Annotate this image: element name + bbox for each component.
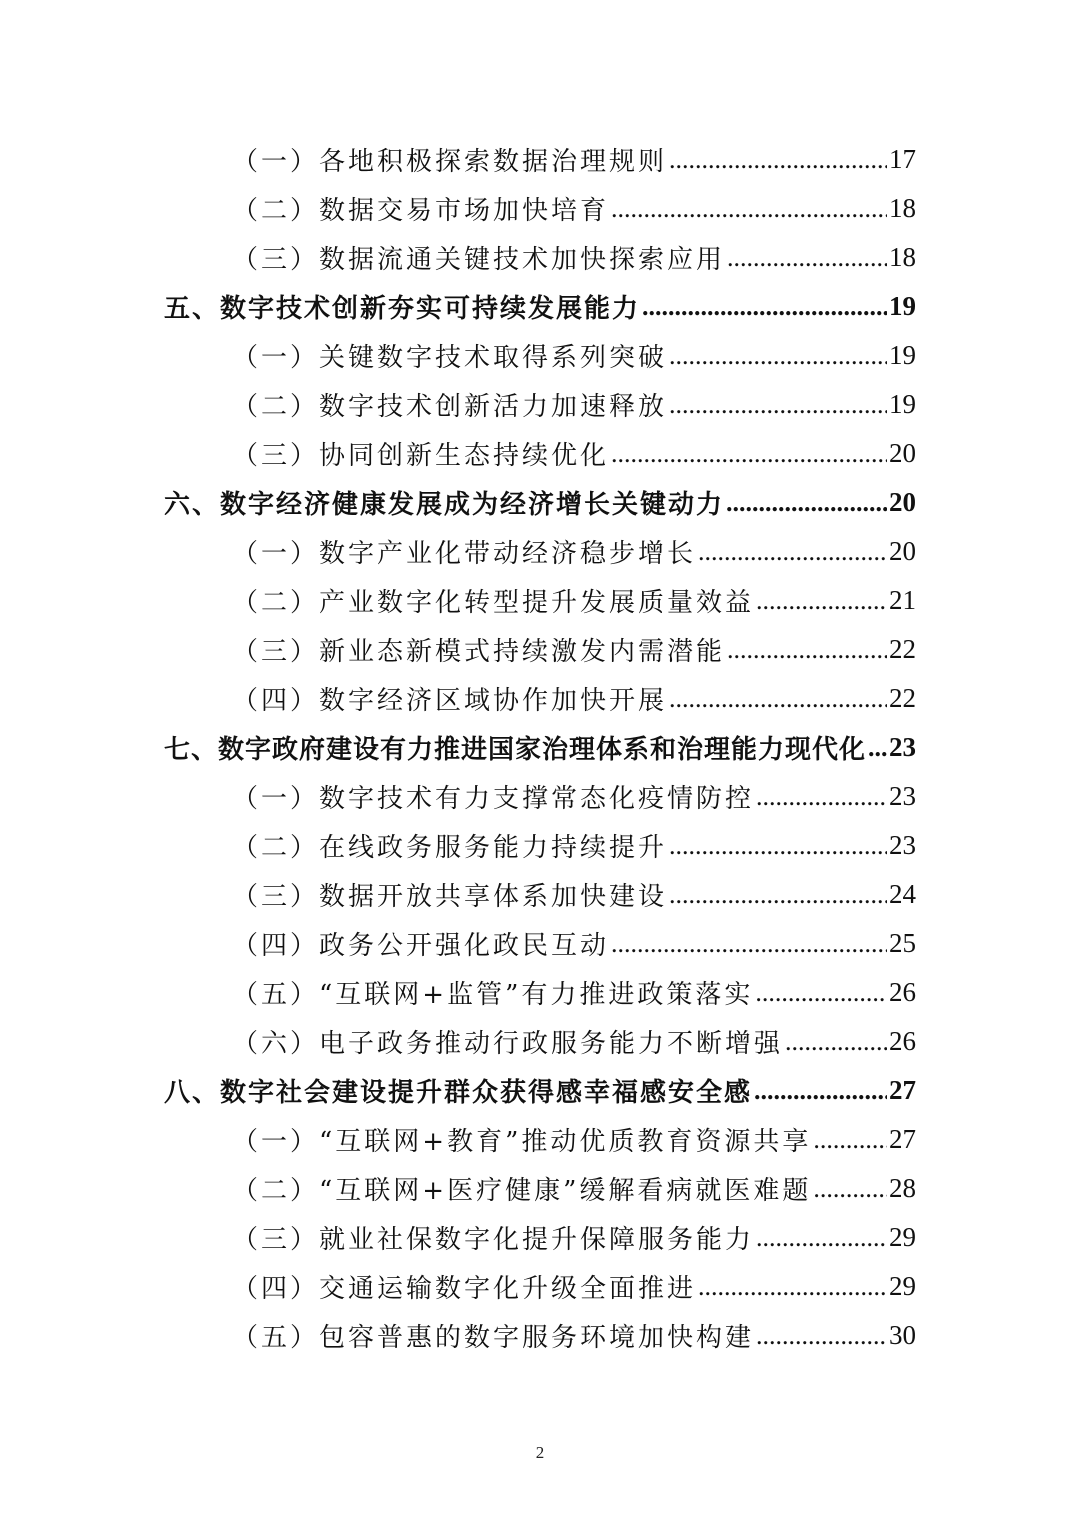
toc-dot-leader (611, 929, 887, 959)
toc-entry-page: 23 (889, 830, 916, 860)
toc-section-entry (0, 821, 1080, 870)
toc-entry-page: 19 (889, 389, 916, 419)
toc-section-entry (0, 968, 1080, 1017)
toc-entry-title: （二）“互联网+医疗健康”缓解看病就医难题 (232, 1176, 812, 1206)
toc-section-entry (0, 576, 1080, 625)
toc-section-entry (0, 527, 1080, 576)
toc-entry-page: 21 (889, 585, 916, 615)
toc-entry-page: 29 (889, 1222, 916, 1252)
toc-chapter-entry (0, 478, 1080, 527)
toc-chapter-entry (0, 282, 1080, 331)
toc-entry-title: （三）数据开放共享体系加快建设 (232, 882, 668, 912)
toc-dot-leader (642, 292, 887, 322)
toc-entry-title: （四）交通运输数字化升级全面推进 (232, 1274, 697, 1304)
toc-entry-page: 19 (889, 291, 916, 321)
table-of-contents (0, 135, 1080, 1360)
toc-entry-page: 22 (889, 634, 916, 664)
toc-chapter-entry (0, 1066, 1080, 1115)
toc-section-entry (0, 135, 1080, 184)
toc-dot-leader (611, 439, 887, 469)
toc-section-entry (0, 674, 1080, 723)
toc-entry-title: （三）新业态新模式持续激发内需潜能 (232, 637, 726, 667)
toc-entry-page: 30 (889, 1320, 916, 1350)
toc-dot-leader (669, 880, 887, 910)
toc-section-entry (0, 1262, 1080, 1311)
toc-dot-leader (669, 390, 887, 420)
toc-entry-title: 六、数字经济健康发展成为经济增长关键动力 (164, 490, 725, 520)
toc-section-entry (0, 429, 1080, 478)
toc-section-entry (0, 1115, 1080, 1164)
toc-entry-title: （二）产业数字化转型提升发展质量效益 (232, 588, 755, 618)
toc-section-entry (0, 331, 1080, 380)
toc-section-entry (0, 1164, 1080, 1213)
toc-dot-leader (669, 684, 887, 714)
toc-entry-page: 23 (889, 781, 916, 811)
toc-entry-page: 19 (889, 340, 916, 370)
toc-entry-title: （五）“互联网+监管”有力推进政策落实 (232, 980, 754, 1010)
toc-section-entry (0, 1311, 1080, 1360)
toc-entry-title: （五）包容普惠的数字服务环境加快构建 (232, 1323, 755, 1353)
toc-dot-leader (756, 586, 887, 616)
toc-dot-leader (756, 1223, 887, 1253)
toc-entry-title: （二）数据交易市场加快培育 (232, 196, 610, 226)
toc-dot-leader (813, 1174, 887, 1204)
toc-dot-leader (669, 341, 887, 371)
toc-entry-title: （一）“互联网+教育”推动优质教育资源共享 (232, 1127, 812, 1157)
toc-section-entry (0, 772, 1080, 821)
toc-entry-page: 20 (889, 487, 916, 517)
toc-dot-leader (727, 635, 887, 665)
toc-section-entry (0, 870, 1080, 919)
toc-section-entry (0, 1017, 1080, 1066)
toc-dot-leader (756, 782, 887, 812)
toc-dot-leader (868, 733, 887, 763)
toc-entry-page: 20 (889, 536, 916, 566)
toc-entry-page: 25 (889, 928, 916, 958)
toc-entry-title: （一）各地积极探索数据治理规则 (232, 147, 668, 177)
toc-entry-page: 26 (889, 1026, 916, 1056)
toc-entry-title: （一）数字产业化带动经济稳步增长 (232, 539, 697, 569)
toc-dot-leader (754, 1076, 887, 1106)
toc-entry-title: （一）关键数字技术取得系列突破 (232, 343, 668, 373)
toc-entry-title: 七、数字政府建设有力推进国家治理体系和治理能力现代化 (164, 735, 867, 765)
toc-entry-page: 22 (889, 683, 916, 713)
toc-dot-leader (611, 194, 887, 224)
toc-dot-leader (755, 978, 887, 1008)
toc-entry-title: （四）政务公开强化政民互动 (232, 931, 610, 961)
toc-entry-page: 18 (889, 193, 916, 223)
toc-section-entry (0, 233, 1080, 282)
toc-dot-leader (726, 488, 887, 518)
toc-dot-leader (756, 1321, 887, 1351)
toc-section-entry (0, 184, 1080, 233)
toc-entry-title: （三）就业社保数字化提升保障服务能力 (232, 1225, 755, 1255)
toc-entry-page: 28 (889, 1173, 916, 1203)
toc-entry-title: （三）数据流通关键技术加快探索应用 (232, 245, 726, 275)
toc-dot-leader (727, 243, 887, 273)
toc-entry-title: 五、数字技术创新夯实可持续发展能力 (164, 294, 641, 324)
toc-section-entry (0, 1213, 1080, 1262)
toc-entry-title: （四）数字经济区域协作加快开展 (232, 686, 668, 716)
toc-entry-page: 20 (889, 438, 916, 468)
toc-entry-page: 17 (889, 144, 916, 174)
toc-entry-title: （一）数字技术有力支撑常态化疫情防控 (232, 784, 755, 814)
toc-entry-page: 23 (889, 732, 916, 762)
toc-entry-page: 29 (889, 1271, 916, 1301)
toc-entry-page: 24 (889, 879, 916, 909)
toc-chapter-entry (0, 723, 1080, 772)
toc-entry-page: 27 (889, 1124, 916, 1154)
toc-entry-title: （二）在线政务服务能力持续提升 (232, 833, 668, 863)
toc-dot-leader (813, 1125, 887, 1155)
toc-entry-page: 18 (889, 242, 916, 272)
toc-entry-title: （六）电子政务推动行政服务能力不断增强 (232, 1029, 784, 1059)
page-number: 2 (535, 1443, 545, 1462)
toc-entry-title: （三）协同创新生态持续优化 (232, 441, 610, 471)
toc-section-entry (0, 380, 1080, 429)
toc-section-entry (0, 625, 1080, 674)
toc-dot-leader (698, 1272, 887, 1302)
toc-entry-title: 八、数字社会建设提升群众获得感幸福感安全感 (164, 1078, 753, 1108)
toc-dot-leader (698, 537, 887, 567)
toc-entry-title: （二）数字技术创新活力加速释放 (232, 392, 668, 422)
toc-dot-leader (669, 145, 887, 175)
toc-dot-leader (669, 831, 887, 861)
toc-dot-leader (785, 1027, 887, 1057)
toc-entry-page: 26 (889, 977, 916, 1007)
toc-section-entry (0, 919, 1080, 968)
toc-entry-page: 27 (889, 1075, 916, 1105)
